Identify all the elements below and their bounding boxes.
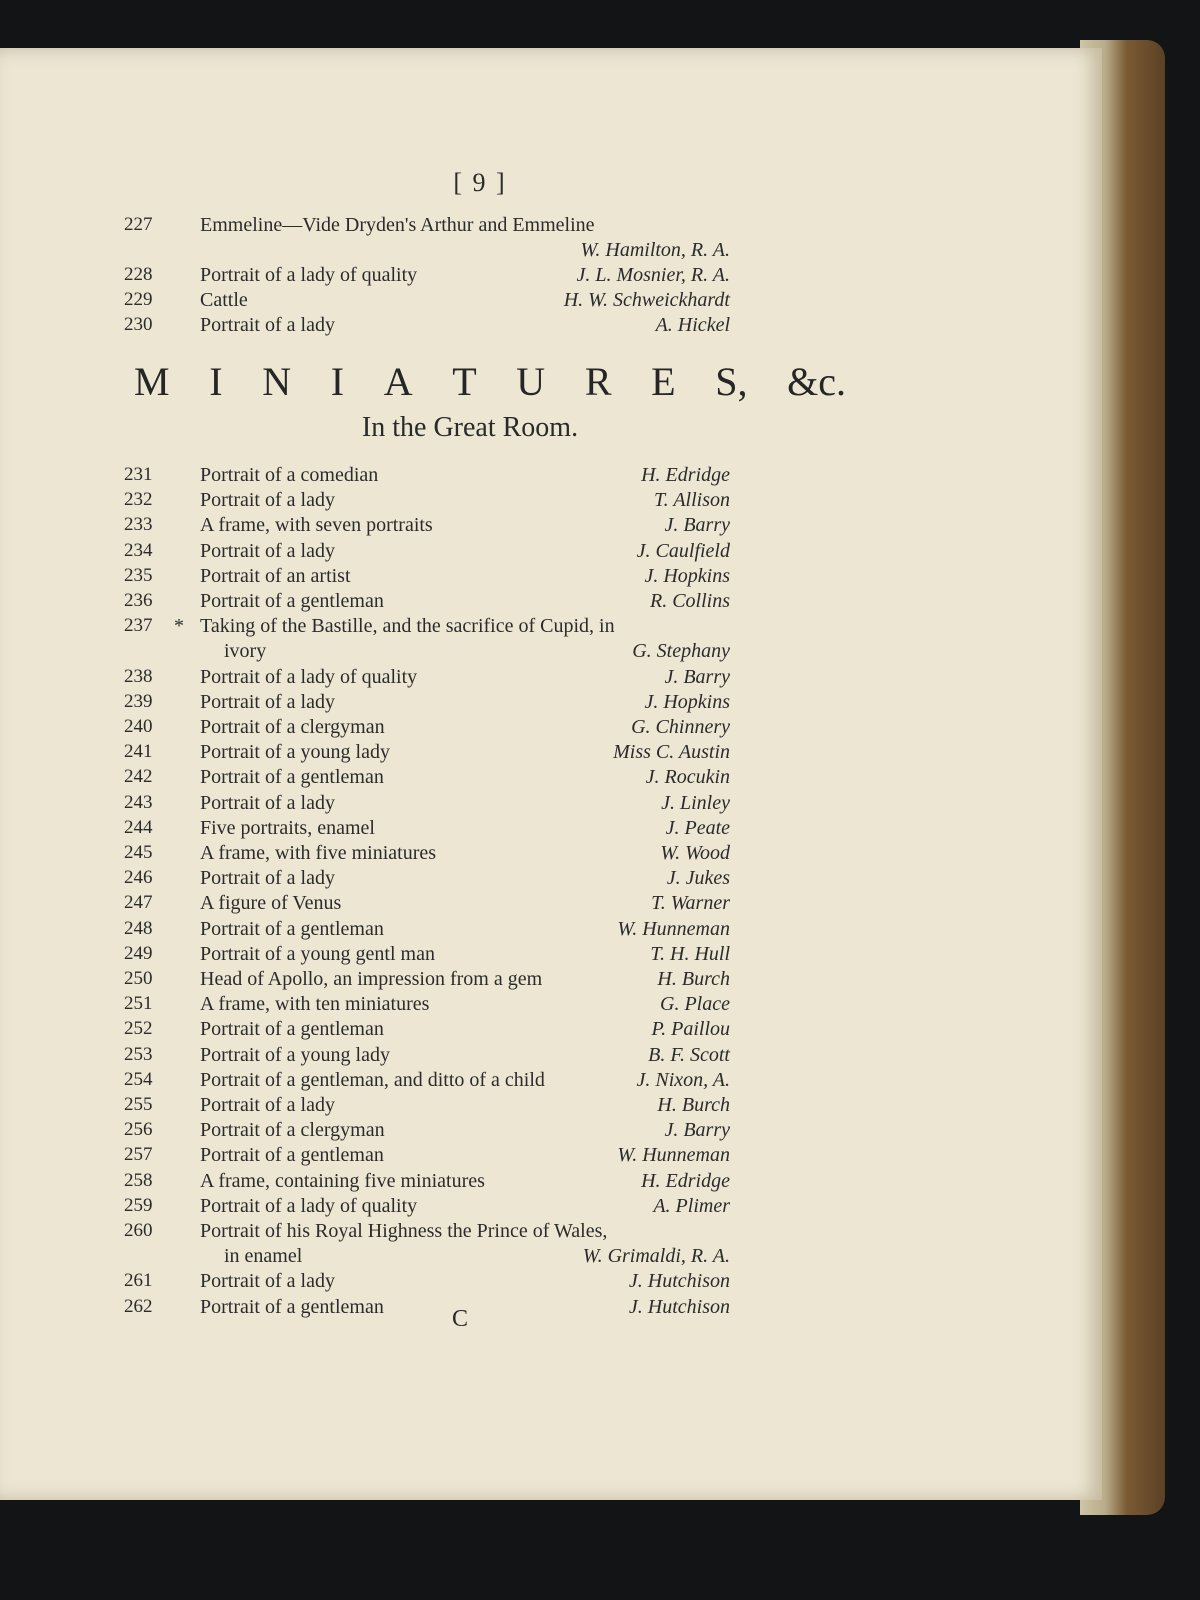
signature-mark: C [451, 1306, 468, 1332]
catalogue-entry [0, 792, 1102, 817]
entry-title: Portrait of a lady [200, 489, 335, 512]
entry-number: 244 [124, 816, 153, 838]
catalogue-entry [0, 842, 1102, 867]
entry-title: A frame, with five miniatures [200, 842, 437, 864]
entry-artist: J. Nixon, A. [636, 1068, 730, 1091]
entry-title: Emmeline—Vide Dryden's Arthur and Emmeline [200, 214, 595, 236]
entry-title: Portrait of a lady [200, 539, 335, 562]
entry-title: Five portraits, enamel [200, 816, 375, 839]
entry-artist: J. Rocukin [645, 766, 730, 789]
entry-number: 229 [124, 289, 153, 310]
heading-letter: N [262, 359, 292, 404]
catalogue-entry [0, 867, 1102, 892]
heading-letter: &c. [787, 359, 846, 404]
entry-artist: J. Hopkins [644, 690, 730, 713]
entry-number: 246 [124, 867, 153, 889]
entry-artist: B. F. Scott [648, 1043, 730, 1066]
entry-title: Portrait of a clergyman [200, 1119, 385, 1142]
entry-number: 239 [124, 690, 153, 712]
entry-number: 259 [124, 1194, 153, 1216]
entry-number: 262 [124, 1295, 153, 1317]
entry-number: 241 [124, 741, 153, 763]
catalogue-entry [0, 1220, 1102, 1245]
entry-number: 227 [124, 214, 153, 235]
entry-number: 248 [124, 917, 153, 939]
entry-title: Portrait of a gentleman, and ditto of a child [200, 1068, 545, 1091]
catalogue-entry [0, 716, 1102, 741]
entry-number: 247 [124, 892, 153, 914]
catalogue-entry [0, 514, 1102, 539]
heading-letter: U [516, 359, 546, 404]
catalogue-entry [0, 1044, 1102, 1069]
entry-title: Portrait of a gentleman [200, 917, 384, 940]
catalogue-entry [0, 1296, 1102, 1321]
catalogue-entry [0, 590, 1102, 615]
entry-number: 231 [124, 464, 153, 485]
catalogue-entry [0, 1195, 1102, 1220]
entry-title: Portrait of a gentleman [200, 1295, 384, 1318]
entry-artist: H. Edridge [641, 464, 730, 486]
entry-artist: W. Grimaldi, R. A. [582, 1245, 730, 1268]
entry-artist: J. L. Mosnier, R. A. [576, 264, 730, 286]
heading-letter: T [452, 359, 477, 404]
entry-title: Portrait of a comedian [200, 464, 379, 486]
catalogue-entry [0, 314, 1102, 339]
entry-artist: Miss C. Austin [613, 741, 730, 764]
entry-number: 257 [124, 1144, 153, 1166]
entry-title: Portrait of a gentleman [200, 766, 384, 789]
entry-artist: G. Stephany [632, 640, 730, 663]
entry-artist: T. H. Hull [650, 942, 730, 965]
catalogue-entry [0, 640, 1102, 665]
entry-artist: H. W. Schweickhardt [563, 289, 730, 311]
catalogue-entry [0, 1144, 1102, 1169]
catalogue-entry [0, 892, 1102, 917]
entry-number: 261 [124, 1270, 153, 1292]
catalogue-entry [0, 817, 1102, 842]
entry-number: 245 [124, 842, 153, 863]
entry-number: 233 [124, 514, 153, 536]
catalogue-entry [0, 666, 1102, 691]
catalogue-entry [0, 489, 1102, 514]
entry-number: 249 [124, 942, 153, 964]
entry-title: Portrait of an artist [200, 564, 351, 587]
catalogue-entry [0, 214, 1102, 239]
entry-artist: J. Barry [664, 514, 730, 537]
catalogue-entry [0, 1270, 1102, 1295]
catalogue-entry [0, 943, 1102, 968]
entry-number: 252 [124, 1018, 153, 1040]
entry-title: Cattle [200, 289, 248, 311]
entry-title: Portrait of a lady [200, 791, 335, 814]
catalogue-entry [0, 691, 1102, 716]
entry-artist: W. Wood [660, 842, 730, 864]
entry-title: A frame, containing five miniatures [200, 1169, 485, 1192]
entry-artist: J. Jukes [666, 867, 730, 890]
entry-title: Portrait of a lady [200, 690, 335, 713]
heading-letter: E [651, 359, 676, 404]
catalogue-entry [0, 968, 1102, 993]
entry-artist: W. Hamilton, R. A. [580, 239, 730, 261]
entry-artist: A. Hickel [655, 314, 730, 336]
catalogue-entry [0, 239, 1102, 264]
entry-artist: J. Caulfield [636, 539, 730, 562]
section-subheading: In the Great Room. [361, 412, 579, 443]
catalogue-entry [0, 615, 1102, 640]
heading-letter: M [134, 359, 170, 404]
entry-star: * [174, 615, 184, 638]
entry-number: 228 [124, 264, 153, 285]
entry-number: 260 [124, 1220, 153, 1241]
catalogue-entry [0, 1018, 1102, 1043]
entry-number: 237 [124, 615, 153, 637]
entry-number: 240 [124, 716, 153, 737]
heading-letter: I [209, 359, 223, 404]
entry-number: 243 [124, 791, 153, 813]
entry-artist: G. Chinnery [631, 716, 730, 738]
entry-title: Portrait of a lady [200, 314, 335, 336]
entry-title: Portrait of a lady of quality [200, 665, 418, 688]
entry-number: 256 [124, 1119, 153, 1141]
entry-number: 253 [124, 1043, 153, 1065]
entry-title: Portrait of a gentleman [200, 590, 384, 612]
catalogue-entry [0, 741, 1102, 766]
entry-artist: H. Edridge [641, 1169, 730, 1192]
catalogue-entry [0, 1094, 1102, 1119]
catalogue-entry [0, 289, 1102, 314]
entry-artist: A. Plimer [653, 1194, 730, 1217]
entry-artist: W. Hunneman [617, 917, 730, 940]
entry-title: A figure of Venus [200, 892, 342, 915]
heading-letter: R [584, 359, 612, 404]
entry-artist: T. Warner [651, 892, 730, 915]
entry-artist: J. Barry [664, 1119, 730, 1142]
entry-title: Portrait of a lady [200, 1270, 335, 1293]
entry-title: Portrait of a young lady [200, 741, 390, 764]
catalogue-entry [0, 993, 1102, 1018]
catalogue-entry [0, 464, 1102, 489]
catalogue-entry [0, 1170, 1102, 1195]
entry-number: 258 [124, 1169, 153, 1191]
page-number: [ 9 ] [453, 168, 507, 197]
entry-title: Portrait of a young gentl man [200, 942, 435, 965]
section-heading [134, 358, 846, 405]
entry-title: Portrait of a gentleman [200, 1018, 384, 1041]
entry-number: 250 [124, 968, 153, 989]
entry-number: 242 [124, 766, 153, 788]
entry-number: 236 [124, 590, 153, 611]
entry-number: 235 [124, 564, 153, 586]
entry-number: 255 [124, 1094, 153, 1115]
entry-artist: J. Peate [665, 816, 730, 839]
heading-letter: S, [715, 359, 748, 404]
entry-title: Portrait of a gentleman [200, 1144, 384, 1167]
entry-artist: R. Collins [649, 590, 730, 612]
entry-artist: J. Hopkins [644, 564, 730, 587]
entry-title: Portrait of a clergyman [200, 716, 385, 738]
entry-number: 234 [124, 539, 153, 561]
entry-title: Portrait of a lady [200, 1094, 335, 1116]
catalogue-entry [0, 1119, 1102, 1144]
entry-artist: T. Allison [654, 489, 730, 512]
entry-artist: J. Barry [664, 665, 730, 688]
entry-artist: H. Burch [657, 1094, 730, 1116]
entry-title: Portrait of his Royal Highness the Prince of Wales, [200, 1220, 608, 1242]
catalogue-entry [0, 766, 1102, 791]
entry-number: 251 [124, 993, 153, 1015]
entry-title: Portrait of a lady of quality [200, 1194, 418, 1217]
entry-artist: J. Hutchison [628, 1295, 730, 1318]
catalogue-entry [0, 1069, 1102, 1094]
entry-number: 232 [124, 489, 153, 511]
catalogue-entry [0, 918, 1102, 943]
entry-title: in enamel [224, 1245, 303, 1268]
entry-title: Portrait of a young lady [200, 1043, 390, 1066]
catalogue-entry [0, 565, 1102, 590]
entry-artist: P. Paillou [651, 1018, 730, 1041]
entry-number: 254 [124, 1068, 153, 1090]
catalogue-entry [0, 264, 1102, 289]
entry-number: 238 [124, 665, 153, 687]
entry-title: Portrait of a lady of quality [200, 264, 418, 286]
catalogue-entry [0, 540, 1102, 565]
entry-title: Portrait of a lady [200, 867, 335, 890]
entry-artist: J. Linley [661, 791, 730, 814]
heading-letter: A [383, 359, 413, 404]
entry-title: ivory [224, 640, 267, 663]
entry-artist: W. Hunneman [617, 1144, 730, 1167]
entry-artist: G. Place [660, 993, 730, 1016]
heading-letter: I [330, 359, 345, 404]
catalogue-entry [0, 1245, 1102, 1270]
entry-artist: J. Hutchison [628, 1270, 730, 1293]
entry-title: Taking of the Bastille, and the sacrifice of Cupid, in [200, 615, 615, 638]
entry-title: Head of Apollo, an impression from a gem [200, 968, 543, 990]
entry-title: A frame, with ten miniatures [200, 993, 430, 1016]
entry-artist: H. Burch [657, 968, 730, 990]
entry-title: A frame, with seven portraits [200, 514, 433, 537]
entry-number: 230 [124, 314, 153, 335]
